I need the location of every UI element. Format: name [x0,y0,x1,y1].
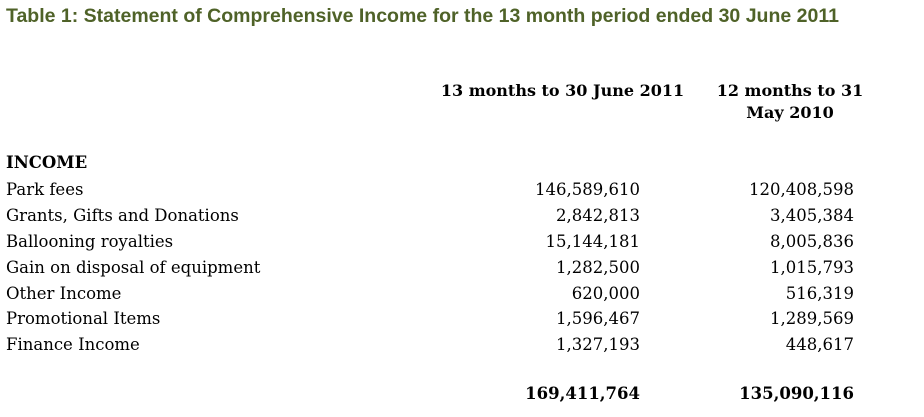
row-value-2011: 620,000 [571,283,640,303]
row-value-2011: 1,327,193 [556,335,640,355]
column-header-12-months-2010: 12 months to 31 May 2010 [716,81,864,122]
table-title: Table 1: Statement of Comprehensive Income for the 13 month period ended 30 June 2011 [6,5,839,27]
row-label: Grants, Gifts and Donations [6,205,239,225]
row-label: Finance Income [6,335,140,355]
row-value-2010: 3,405,384 [770,205,854,225]
row-label: Gain on disposal of equipment [6,257,261,277]
total-2010: 135,090,116 [739,384,854,403]
row-value-2011: 15,144,181 [545,231,640,251]
row-value-2010: 516,319 [785,283,854,303]
row-value-2010: 8,005,836 [770,231,854,251]
totals-row [0,381,924,407]
row-value-2010: 1,289,569 [770,309,854,329]
row-value-2011: 146,589,610 [535,180,640,199]
row-label: Promotional Items [6,309,161,329]
row-value-2011: 1,596,467 [556,309,640,329]
row-value-2010: 1,015,793 [770,257,854,277]
row-label: Ballooning royalties [6,231,174,251]
row-value-2010: 448,617 [785,335,854,355]
table-row [0,281,924,307]
table-row [0,306,924,332]
table-row [0,229,924,255]
row-label: Park fees [6,180,84,199]
column-header-13-months-2011: 13 months to 30 June 2011 [440,81,685,100]
row-label: Other Income [6,283,122,303]
table-row [0,332,924,358]
row-value-2010: 120,408,598 [749,180,854,199]
row-value-2011: 1,282,500 [556,257,640,277]
table-row [0,255,924,281]
table-row [0,203,924,229]
row-value-2011: 2,842,813 [556,205,640,225]
income-rows [0,177,924,358]
total-2011: 169,411,764 [525,384,640,403]
section-heading-income: INCOME [6,153,88,172]
table-row [0,177,924,203]
